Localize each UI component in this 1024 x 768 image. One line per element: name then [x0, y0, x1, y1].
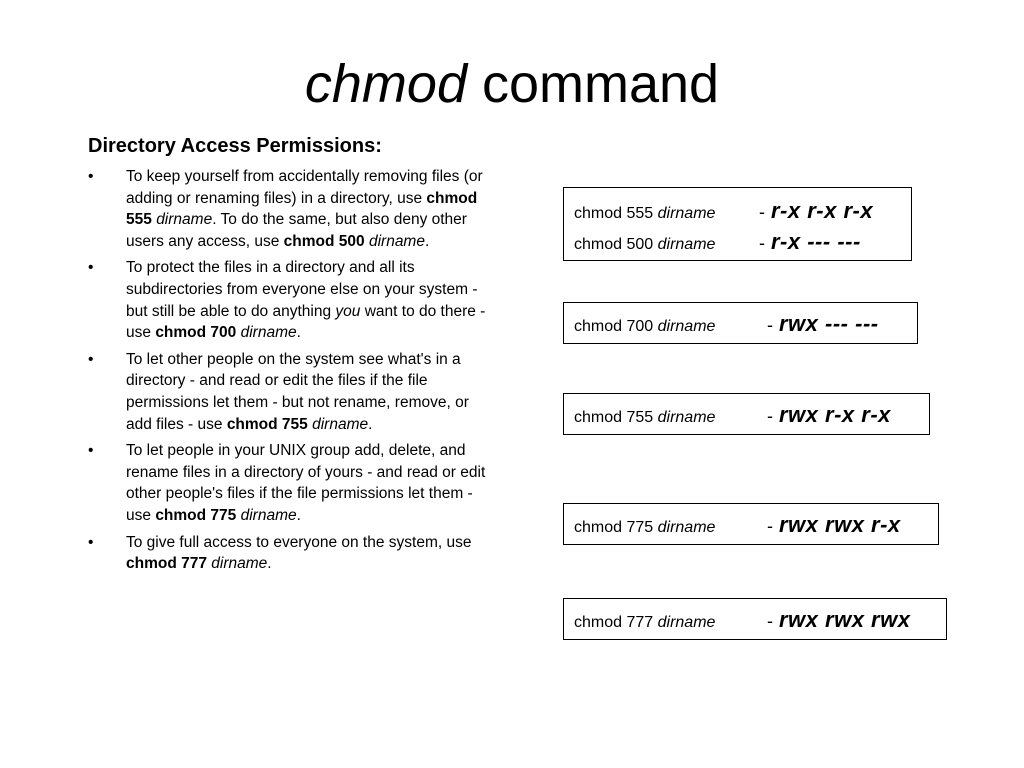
- title-rest: command: [466, 54, 720, 114]
- permission-string: rwx rwx r-x: [779, 512, 901, 537]
- bullet-arg: dirname: [240, 324, 297, 342]
- bullet-item: [88, 166, 498, 252]
- bullet-text: To keep yourself from accidentally removing files (or adding or renaming files) in a directory, use: [126, 168, 483, 207]
- bullet-text: .: [296, 506, 301, 524]
- bullet-item: [88, 349, 498, 435]
- chmod-command: chmod 500 dirname: [574, 236, 716, 253]
- permission-row: [574, 512, 938, 543]
- chmod-command: chmod 555 dirname: [574, 205, 716, 222]
- bullet-text: . To do the same, but also deny other users any access, use: [126, 211, 467, 250]
- bullet-text: want to do there - use: [126, 302, 486, 342]
- bullet-command: chmod 555: [126, 189, 478, 229]
- bullet-arg: dirname: [156, 211, 213, 229]
- permission-row: [574, 311, 917, 342]
- separator-dash: -: [767, 611, 773, 631]
- separator-dash: -: [767, 315, 773, 335]
- separator-dash: -: [767, 516, 773, 536]
- permission-string: rwx --- ---: [779, 311, 879, 336]
- permission-box-755: [563, 393, 930, 435]
- bullet-command: chmod 775: [155, 506, 237, 524]
- slide-title: [0, 52, 1024, 116]
- permission-row: [574, 607, 946, 638]
- bullet-text: To let other people on the system see what's in a directory - and read or edit the files if the file permissions let them - but not rename, remove, or add files - use: [126, 350, 469, 433]
- separator-dash: -: [759, 233, 765, 253]
- permission-row: [574, 229, 911, 260]
- permission-string: rwx rwx rwx: [779, 607, 911, 632]
- chmod-command: chmod 755 dirname: [574, 409, 716, 426]
- bullet-text: .: [368, 415, 373, 433]
- permission-string: r-x --- ---: [771, 229, 861, 254]
- bullet-command: chmod 700: [155, 324, 237, 342]
- bullet-text: To protect the files in a directory and all its subdirectories from everyone else on your system - but still be able to do anything: [126, 259, 478, 320]
- bullet-command: chmod 755: [226, 415, 308, 433]
- bullet-dot: •: [88, 168, 94, 185]
- permission-row: [574, 198, 911, 229]
- bullet-command: chmod 500: [283, 232, 365, 250]
- chmod-command: chmod 700 dirname: [574, 318, 716, 335]
- title-italic: chmod: [304, 54, 467, 114]
- bullet-dot: •: [88, 259, 94, 277]
- separator-dash: -: [767, 406, 773, 426]
- chmod-command: chmod 777 dirname: [574, 614, 716, 631]
- bullet-item: [88, 532, 498, 575]
- permission-string: rwx r-x r-x: [779, 402, 891, 427]
- bullet-item: [88, 257, 498, 343]
- permission-box-775: [563, 503, 939, 545]
- bullet-arg: dirname: [368, 232, 425, 250]
- permission-string: r-x r-x r-x: [771, 198, 874, 223]
- bullet-emphasis: you: [335, 302, 361, 320]
- bullet-text: To give full access to everyone on the system, use: [126, 533, 472, 551]
- permission-box-777: [563, 598, 947, 640]
- bullet-text: .: [424, 232, 430, 250]
- permission-row: [574, 402, 929, 433]
- bullet-command: chmod 777: [126, 555, 207, 573]
- section-heading: Directory Access Permissions:: [88, 135, 382, 157]
- chmod-command: chmod 775 dirname: [574, 519, 716, 536]
- bullet-item: [88, 440, 498, 526]
- bullet-list: [88, 166, 498, 580]
- permission-box-700: [563, 302, 918, 344]
- bullet-text: .: [296, 324, 301, 342]
- bullet-dot: •: [88, 350, 94, 368]
- bullet-arg: dirname: [240, 506, 297, 524]
- bullet-text: .: [267, 555, 272, 573]
- bullet-dot: •: [88, 533, 94, 551]
- bullet-text: To let people in your UNIX group add, delete, and rename files in a directory of yours - and read or edit other people's files if the file permissions let them - use: [126, 442, 486, 524]
- bullet-dot: •: [88, 442, 94, 460]
- bullet-arg: dirname: [312, 415, 369, 433]
- separator-dash: -: [759, 202, 765, 222]
- permission-box-555-500: [563, 187, 912, 261]
- bullet-arg: dirname: [211, 555, 268, 573]
